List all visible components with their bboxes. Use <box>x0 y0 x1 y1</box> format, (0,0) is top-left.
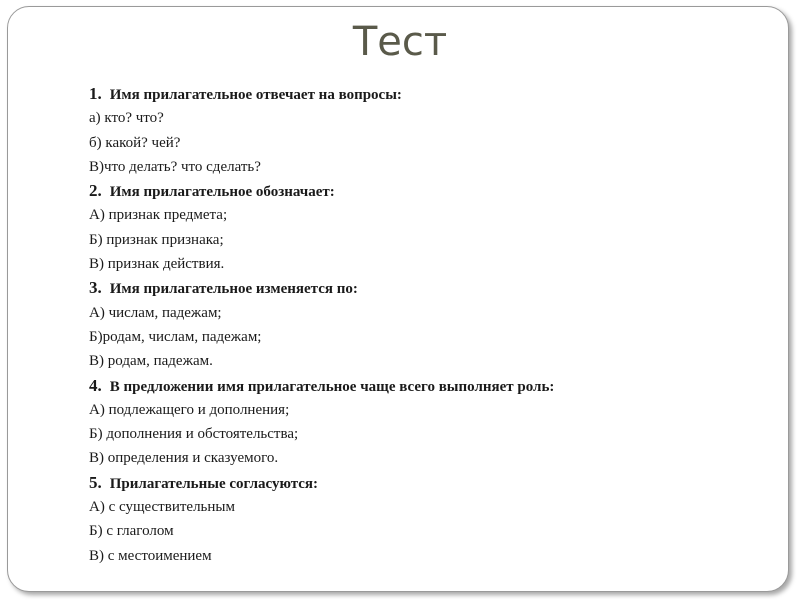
option: Б) признак признака; <box>89 231 224 248</box>
option: а) кто? что? <box>89 110 164 127</box>
option: В) определения и сказуемого. <box>89 450 279 467</box>
option: В) признак действия. <box>89 256 225 273</box>
question-2 <box>89 179 769 203</box>
option: Б) дополнения и обстоятельства; <box>89 426 299 443</box>
question-number: 4. <box>89 375 102 395</box>
slide-title: Тест <box>352 19 448 65</box>
option: В)что делать? что сделать? <box>89 158 261 175</box>
option: А) признак предмета; <box>89 207 228 224</box>
question-5 <box>89 471 769 495</box>
option: Б) с глаголом <box>89 523 174 540</box>
option: б) какой? чей? <box>89 134 181 151</box>
question-3 <box>89 276 769 300</box>
question-text: Имя прилагательное изменяется по: <box>109 281 358 298</box>
question-4 <box>89 374 769 398</box>
question-number: 1. <box>89 84 102 103</box>
question-number: 5. <box>89 472 102 492</box>
question-1 <box>89 82 769 106</box>
question-text: Прилагательные согласуются: <box>109 475 319 492</box>
option: А) подлежащего и дополнения; <box>89 401 290 418</box>
question-number: 2. <box>89 181 102 201</box>
question-text: Имя прилагательное обозначает: <box>109 184 335 201</box>
question-text: Имя прилагательное отвечает на вопросы: <box>109 87 402 103</box>
option: В) с местоимением <box>89 547 212 564</box>
option: А) с существительным <box>89 499 235 516</box>
question-text: В предложении имя прилагательное чаще всего выполняет роль: <box>109 378 555 395</box>
test-content <box>89 82 769 568</box>
option: А) числам, падежам; <box>89 304 222 321</box>
option: В) родам, падежам. <box>89 353 213 370</box>
option: Б)родам, числам, падежам; <box>89 328 262 345</box>
question-number: 3. <box>89 278 102 298</box>
